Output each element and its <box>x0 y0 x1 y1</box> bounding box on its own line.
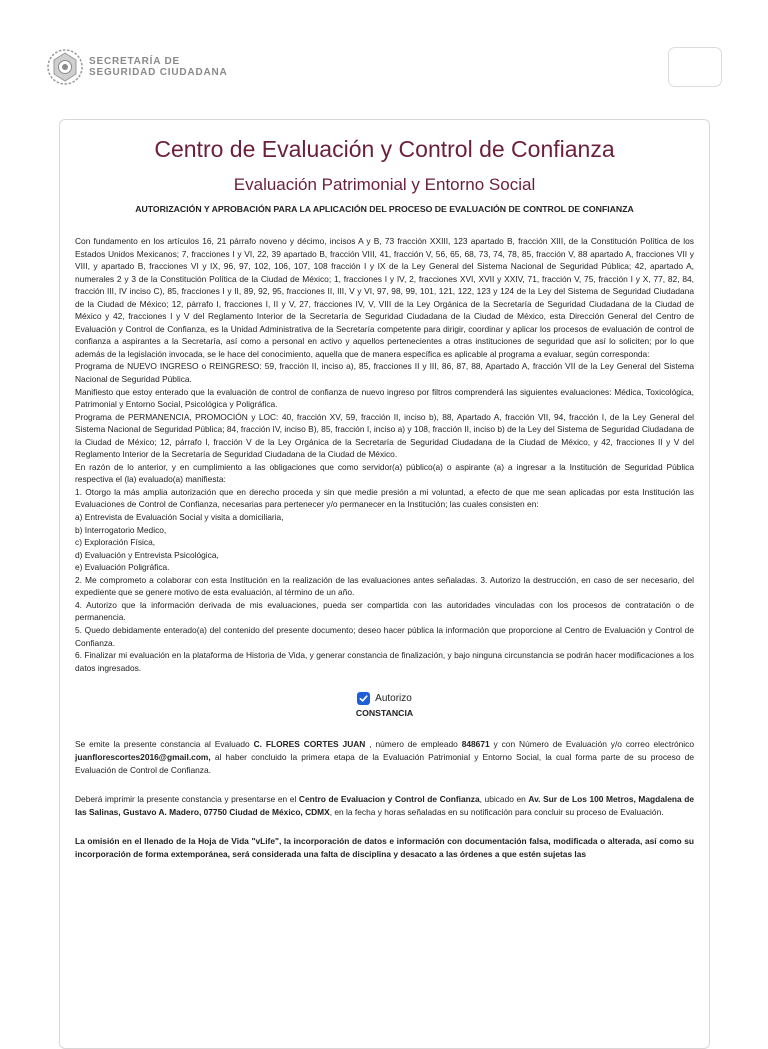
seal-icon <box>46 48 84 86</box>
logo-text <box>89 56 228 78</box>
paragraph: Programa de PERMANENCIA, PROMOCIÓN y LOC: 40, fracción XV, 59, fracción II, inciso b), 88, Apartado A, fracción VII, 94, fracción I, de la Ley General del Sistema Nacional de Seguridad Pública; 84, fracción IV, inciso B), 85, fracción I, inciso a) y 108, fracción II, inciso b) de la Ley del Sistema de Seguridad Ciudadana de la Ciudad de México; 12, párrafo I, fracción V de la Ley Orgánica de la Secretaría de Seguridad Ciudadana de la Ciudad de México, y 42, fracciones II y V del Reglamento Interior de la Secretaría de Seguridad Ciudadana de la Ciudad de México. <box>75 411 694 460</box>
logo-line-2: SEGURIDAD CIUDADANA <box>89 67 228 78</box>
paragraph: Manifiesto que estoy enterado que la evaluación de control de confianza de nuevo ingreso por filtros comprenderá las siguientes evaluaciones: Médica, Toxicológica, Patrimonial y Entorno Social, Psicológica y Poligráfica. <box>75 386 694 410</box>
text: Deberá imprimir la presente constancia y presentarse en el <box>75 794 299 805</box>
page-subtitle: Evaluación Patrimonial y Entorno Social <box>233 175 536 194</box>
logo-line-1: SECRETARÍA DE <box>89 56 180 67</box>
text: , en la fecha y horas señaladas en su notificación para concluir su proceso de Evaluación. <box>329 807 664 818</box>
constancia-title: CONSTANCIA <box>355 708 414 719</box>
page-title: Centro de Evaluación y Control de Confianza <box>154 136 615 162</box>
paragraph: 5. Quedo debidamente enterado(a) del contenido del presente documento; deseo hacer pública la información que proporcione al Centro de Evaluación y Control de Confianza. <box>75 624 694 648</box>
paragraph: 6. Finalizar mi evaluación en la plataforma de Historia de Vida, y generar constancia de finalización, y bajo ninguna circunstancia se podrán hacer modificaciones a los datos ingresados. <box>75 650 694 673</box>
check-icon <box>359 694 368 703</box>
authorize-checkbox[interactable] <box>357 692 370 705</box>
employee-number: 848671 <box>461 739 490 750</box>
text: , número de empleado <box>365 739 462 750</box>
top-bar <box>0 0 768 110</box>
constancia-paragraph-2 <box>75 793 694 819</box>
paragraph: Programa de NUEVO INGRESO o REINGRESO: 59, fracción II, inciso a), 85, fracciones II y III, 86, 87, 88, Apartado A, fracción VII de la Ley General del Sistema Nacional de Seguridad Pública. <box>75 361 694 385</box>
list-item: c) Exploración Física, <box>75 537 156 548</box>
center-name: Centro de Evaluacion y Control de Confianza <box>298 794 480 805</box>
paragraph: Con fundamento en los artículos 16, 21 párrafo noveno y décimo, incisos A y B, 73 fracción XXIII, 123 apartado B, fracción XIII, de la Constitución Política de los Estados Unidos Mexicanos; 7, fracciones I y VI, 22, 39 apartado B, fracción VIII, 41, fracción V, 56, 65, 68, 73, 74, 78, 85, fracción V, 88 apartado A, fracciones VII y VIII, y apartado B, fracciones VI y IX, 96, 97, 102, 106, 107, 108 fracción I y IX de la Ley General del Sistema Nacional de Seguridad Pública; 42, apartado A, numerales 2 y 3 de la Constitución Política de la Ciudad de México; 1, fracciones I y IV, 2, fracciones XVI, XVII y XXIV, 71, fracción V, 75, fracción I y X, 77, 82, 84, fracción III, IV inciso C), 85, fracciones I y II, 89, 92, 95, fracciones II, III, V y VI, 97, 98, 99, 101, 121, 122, 123 y 124 de la Ley del Sistema de Seguridad Ciudadana de la Ciudad de México; 12, párrafo I, fracciones I, II y V, 27, fracciones IV, V, VIII de la Ley Orgánica de la Secretaría de Seguridad Ciudadana de la Ciudad de México y 42, fracciones I y V del Reglamento Interior de la Secretaría de Seguridad Ciudadana de la Ciudad de México, esta Dirección General del Centro de Evaluación y Control de Confianza, es la Unidad Administrativa de la Secretaría competente para dirigir, coordinar y aplicar los procesos de evaluación de control de confianza a aspirantes a la Secretaría, así como a personal en activo y aquellos pertenecientes a otras instituciones de seguridad que así lo soliciten; por lo que además de la legislación invocada, se le hace del conocimiento, aquella que de manera específica es aplicable al programa a evaluar, según corresponda: <box>75 236 694 359</box>
evaluado-name: C. FLORES CORTES JUAN <box>253 739 366 750</box>
text: al haber concluido la primera etapa de la Evaluación Patrimonial y Entorno Social, la cual forma parte de su proceso de Evaluación de Control de Confianza. <box>75 752 694 776</box>
text: , ubicado en <box>479 794 529 805</box>
constancia-paragraph-3: La omisión en el llenado de la Hoja de Vida "vLife", la incorporación de datos e información con documentación falsa, modificada o alterada, así como su incorporación de forma extemporánea, será considerada una falta de disciplina y desacato a las órdenes a que estén sujetas las <box>75 836 694 860</box>
paragraph: 1. Otorgo la más amplia autorización que en derecho proceda y sin que medie presión a mi voluntad, a efecto de que me sean aplicadas por esta Institución las Evaluaciones de Control de Confianza, necesarias para pertenecer y/o permanecer en la Institución; las cuales consisten en: <box>75 486 694 510</box>
authorization-text <box>75 235 694 674</box>
list-item: b) Interrogatorio Medico, <box>75 524 167 535</box>
authorize-row <box>75 692 694 705</box>
text: y con Número de Evaluación y/o correo electrónico <box>489 739 695 750</box>
paragraph: En razón de lo anterior, y en cumplimiento a las obligaciones que como servidor(a) público(a) o aspirante (a) a ingresar a la Institución de Seguridad Pública respectiva el (la) evaluado(a) manifiesta: <box>75 461 694 485</box>
email: juanflorescortes2016@gmail.com, <box>75 752 211 763</box>
paragraph: 4. Autorizo que la información derivada de mis evaluaciones, pueda ser compartida con las autoridades vinculadas con los procesos de contratación o de permanencia. <box>75 599 694 623</box>
logo <box>46 48 228 86</box>
menu-button[interactable] <box>668 47 722 87</box>
address: Av. Sur de Los 100 Metros, Magdalena de las Salinas, Gustavo A. Madero, 07750 Ciudad de México, CDMX <box>75 794 695 818</box>
list-item: e) Evaluación Poligráfica. <box>75 562 170 573</box>
section-heading: AUTORIZACIÓN Y APROBACIÓN PARA LA APLICACIÓN DEL PROCESO DE EVALUACIÓN DE CONTROL DE CONFIANZA <box>135 204 634 214</box>
list-item: d) Evaluación y Entrevista Psicológica, <box>75 549 219 560</box>
constancia-paragraph-1 <box>75 738 694 777</box>
authorize-label: Autorizo <box>375 693 412 705</box>
text: Se emite la presente constancia al Evaluado <box>75 739 254 750</box>
paragraph: 2. Me comprometo a colaborar con esta Institución en la realización de las evaluaciones antes señaladas. 3. Autorizo la destrucción, en caso de ser necesario, del expediente que se genere motivo de esta evaluación, al término de un año. <box>75 574 694 598</box>
document-card <box>59 119 710 1049</box>
list-item: a) Entrevista de Evaluación Social y visita a domiciliaria, <box>75 512 284 523</box>
